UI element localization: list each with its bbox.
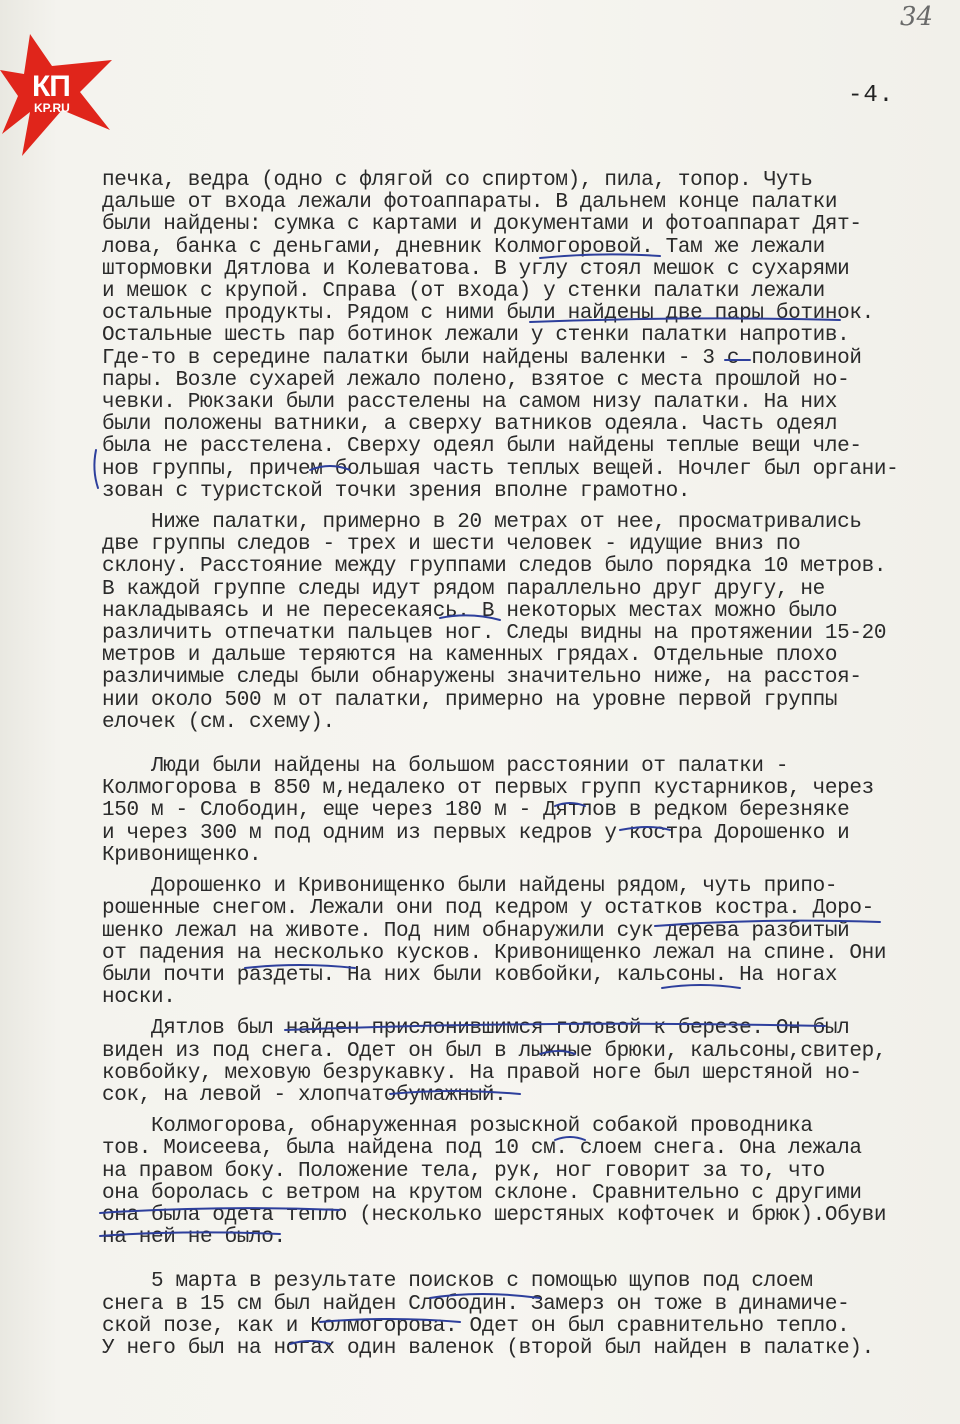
text-line: были почти раздеты. На них были ковбойки, кальсоны. На ногах	[102, 963, 838, 987]
text-line: и мешок с крупой. Справа (от входа) у стенки палатки лежали	[102, 280, 825, 304]
text-line: накладываясь и не пересекаясь. В некоторых местах можно было	[102, 599, 838, 623]
text-line: Где-то в середине палатки были найдены валенки - 3 с половиной	[102, 346, 862, 370]
text-line: Люди были найдены на большом расстоянии от палатки -	[102, 755, 789, 779]
logo-brand: КП	[32, 70, 70, 103]
text-line: нов группы, причем большая часть теплых вещей. Ночлег был органи-	[102, 457, 899, 481]
text-line: рошенные снегом. Лежали они под кедром у остатков костра. Доро-	[102, 897, 874, 921]
text-line: на правом боку. Положение тела, рук, ног говорит за то, что	[102, 1159, 825, 1183]
text-line: на ней не было.	[102, 1226, 286, 1250]
text-line: тов. Моисеева, была найдена под 10 см. слоем снега. Она лежала	[102, 1137, 862, 1161]
typed-text-body	[102, 170, 944, 1369]
text-line: различимые следы были обнаружены значительно ниже, на расстоя-	[102, 666, 862, 690]
paragraph-dyatlov	[102, 1018, 944, 1107]
text-line: шенко лежал на животе. Под ним обнаружили сук дерева разбитый	[102, 919, 850, 943]
text-line: Ниже палатки, примерно в 20 метрах от нее, просматривались	[102, 511, 862, 535]
text-line: от падения на несколько кусков. Кривонищенко лежал на спине. Они	[102, 941, 887, 965]
text-line: елочек (см. схему).	[102, 710, 335, 734]
text-line: различить отпечатки пальцев ног. Следы видны на протяжении 15-20	[102, 622, 887, 646]
paragraph-bodies-distances	[102, 756, 944, 867]
page-number: -4.	[848, 82, 895, 109]
text-line: метров и дальше теряются на каменных грядах. Отдельные плохо	[102, 644, 838, 668]
text-line: лова, банка с деньгами, дневник Колмогоровой. Там же лежали	[102, 235, 825, 259]
paragraph-kolmogorova	[102, 1116, 944, 1249]
text-line: остальные продукты. Рядом с ними были найдены две пары ботинок.	[102, 302, 874, 326]
text-line: 5 марта в результате поисков с помощью щупов под слоем	[102, 1270, 813, 1294]
logo-site: KP.RU	[34, 101, 70, 115]
text-line: Остальные шесть пар ботинок лежали у стенки палатки напротив.	[102, 324, 850, 348]
paragraph-doroshenko-krivonischenko	[102, 876, 944, 1009]
paragraph-tent-contents	[102, 170, 944, 503]
text-line: склону. Расстояние между группами следов было порядка 10 метров.	[102, 555, 887, 579]
margin-mark	[94, 450, 98, 488]
text-line: 150 м - Слободин, еще через 180 м - Дятлов в редком березняке	[102, 799, 850, 823]
text-line: она боролась с ветром на крутом склоне. Сравнительно с другими	[102, 1181, 862, 1205]
text-line: сок, на левой - хлопчатобумажный.	[102, 1083, 507, 1107]
text-line: Колмогорова в 850 м,недалеко от первых групп кустарников, через	[102, 777, 874, 801]
text-line: две группы следов - трех и шести человек - идущие вниз по	[102, 533, 801, 557]
paragraph-footprints	[102, 512, 944, 734]
star-logo-icon	[0, 30, 140, 160]
text-line: В каждой группе следы идут рядом параллельно друг другу, не	[102, 577, 825, 601]
text-line: она была одета тепло (несколько шерстяных кофточек и брюк).Обуви	[102, 1203, 887, 1227]
text-line: снега в 15 см был найден Слободин. Замерз он тоже в динамиче-	[102, 1292, 850, 1316]
text-line: нии около 500 м от палатки, примерно на уровне первой группы	[102, 688, 838, 712]
text-line: ской позе, как и Колмогорова. Одет он был сравнительно тепло.	[102, 1314, 850, 1338]
text-line: Кривонищенко.	[102, 843, 262, 867]
logo-text	[32, 72, 70, 114]
text-line: Дятлов был найден прислонившимся головой к березе. Он был	[102, 1017, 850, 1041]
text-line: Колмогорова, обнаруженная розыскной собакой проводника	[102, 1115, 813, 1139]
text-line: У него был на ногах один валенок (второй был найден в палатке).	[102, 1336, 874, 1360]
text-line: виден из под снега. Одет он был в лыжные брюки, кальсоны,свитер,	[102, 1039, 887, 1063]
paragraph-slobodin	[102, 1271, 944, 1360]
text-line: штормовки Дятлова и Колеватова. В углу стоял мешок с сухарями	[102, 257, 850, 281]
text-line: чевки. Рюкзаки были расстелены на самом низу палатки. На них	[102, 391, 838, 415]
text-line: печка, ведра (одно с флягой со спиртом), пила, топор. Чуть	[102, 169, 813, 192]
text-line: дальше от входа лежали фотоаппараты. В дальнем конце палатки	[102, 191, 838, 215]
text-line: были найдены: сумка с картами и документами и фотоаппарат Дят-	[102, 213, 862, 237]
text-line: были положены ватники, а сверху ватников одеяла. Часть одеял	[102, 413, 838, 437]
text-line: пары. Возле сухарей лежало полено, взятое с места прошлой но-	[102, 368, 850, 392]
text-line: и через 300 м под одним из первых кедров у костра Дорошенко и	[102, 821, 850, 845]
text-line: Дорошенко и Кривонищенко были найдены рядом, чуть припо-	[102, 875, 838, 899]
text-line: зован с туристской точки зрения вполне грамотно.	[102, 479, 691, 503]
text-line: носки.	[102, 986, 176, 1010]
text-line: была не расстелена. Сверху одеял были найдены теплые вещи чле-	[102, 435, 862, 459]
archive-sheet-number: 34	[900, 2, 934, 32]
text-line: ковбойку, меховую безрукавку. На правой ноге был шерстяной но-	[102, 1061, 862, 1085]
kp-logo[interactable]	[0, 30, 140, 160]
